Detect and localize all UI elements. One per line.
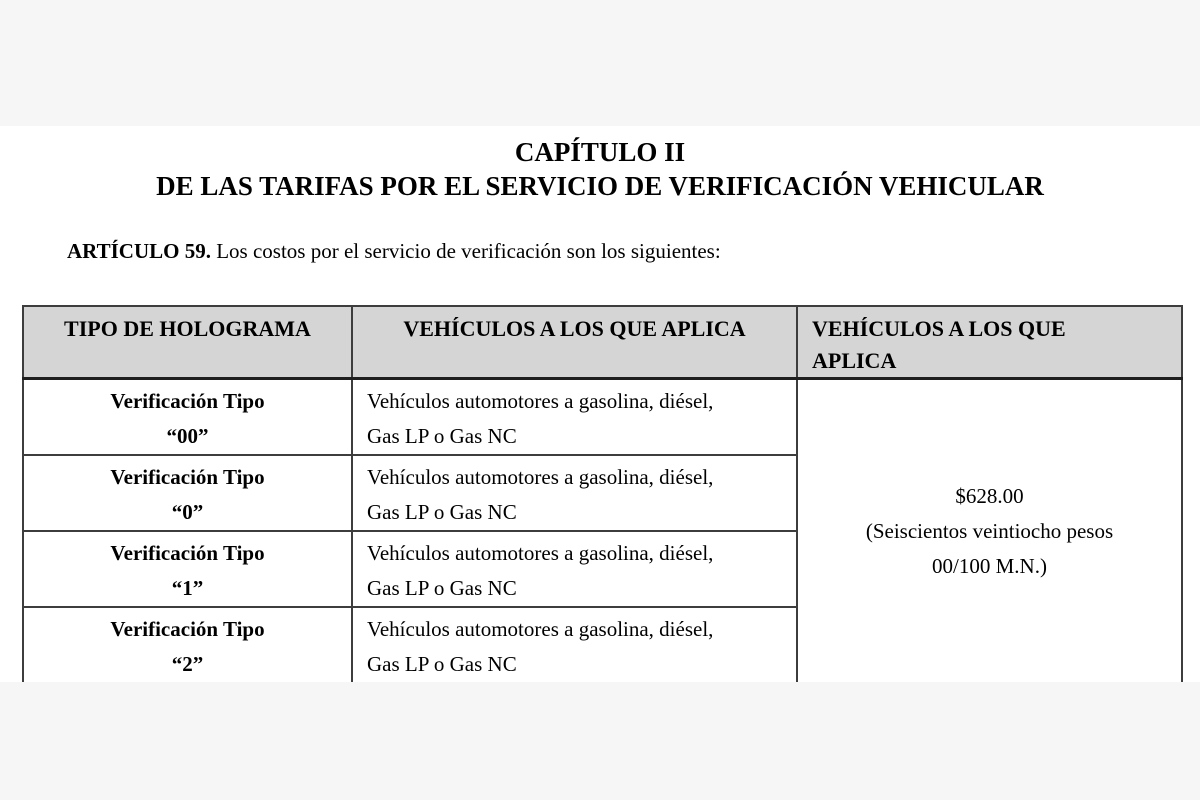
- article-paragraph: [67, 238, 1160, 264]
- cell-hologram-type: [23, 607, 352, 683]
- cell-hologram-type: [23, 379, 352, 456]
- hologram-name: Verificación Tipo: [110, 617, 265, 641]
- hologram-name: Verificación Tipo: [110, 465, 265, 489]
- hologram-code: “1”: [171, 576, 204, 600]
- chapter-title-line2: DE LAS TARIFAS POR EL SERVICIO DE VERIFICACIÓN VEHICULAR: [156, 171, 1044, 201]
- top-margin-band: [0, 0, 1200, 126]
- cell-hologram-type: [23, 531, 352, 607]
- hologram-code: “2”: [171, 652, 204, 676]
- tariff-amount: $628.00: [955, 483, 1024, 508]
- vehicles-text-line2: Gas LP o Gas NC: [367, 500, 517, 524]
- cell-tariff: [797, 379, 1182, 684]
- document-page: [0, 126, 1200, 682]
- header-vehicles-2: [797, 306, 1182, 379]
- article-text: Los costos por el servicio de verificación son los siguientes:: [216, 239, 721, 263]
- header-hologram-type: TIPO DE HOLOGRAMA: [23, 306, 352, 379]
- cell-vehicles: [352, 379, 797, 456]
- tariff-amount-words-line2: 00/100 M.N.): [932, 553, 1047, 578]
- article-number: ARTÍCULO 59.: [67, 239, 211, 263]
- vehicles-text-line2: Gas LP o Gas NC: [367, 424, 517, 448]
- vehicles-text-line1: Vehículos automotores a gasolina, diésel,: [367, 465, 714, 489]
- cell-vehicles: [352, 531, 797, 607]
- hologram-code: “00”: [166, 424, 209, 448]
- hologram-name: Verificación Tipo: [110, 541, 265, 565]
- chapter-title-line1: CAPÍTULO II: [514, 137, 686, 167]
- vehicles-text-line1: Vehículos automotores a gasolina, diésel,: [367, 389, 714, 413]
- vehicles-text-line2: Gas LP o Gas NC: [367, 576, 517, 600]
- cell-vehicles: [352, 607, 797, 683]
- table-header-row: [23, 306, 1182, 379]
- header-vehicles: VEHÍCULOS A LOS QUE APLICA: [352, 306, 797, 379]
- bottom-margin-band: [0, 682, 1200, 800]
- vehicles-text-line1: Vehículos automotores a gasolina, diésel,: [367, 541, 714, 565]
- vehicles-text-line2: Gas LP o Gas NC: [367, 652, 517, 676]
- vehicles-text-line1: Vehículos automotores a gasolina, diésel,: [367, 617, 714, 641]
- cell-vehicles: [352, 455, 797, 531]
- hologram-code: “0”: [171, 500, 204, 524]
- hologram-name: Verificación Tipo: [110, 389, 265, 413]
- tariff-table: [22, 305, 1183, 684]
- cell-hologram-type: [23, 455, 352, 531]
- header-vehicles-2-text: VEHÍCULOS A LOS QUE APLICA: [812, 316, 1066, 373]
- table-row: [23, 379, 1182, 456]
- tariff-amount-words-line1: (Seiscientos veintiocho pesos: [865, 518, 1114, 543]
- chapter-title: [0, 135, 1200, 203]
